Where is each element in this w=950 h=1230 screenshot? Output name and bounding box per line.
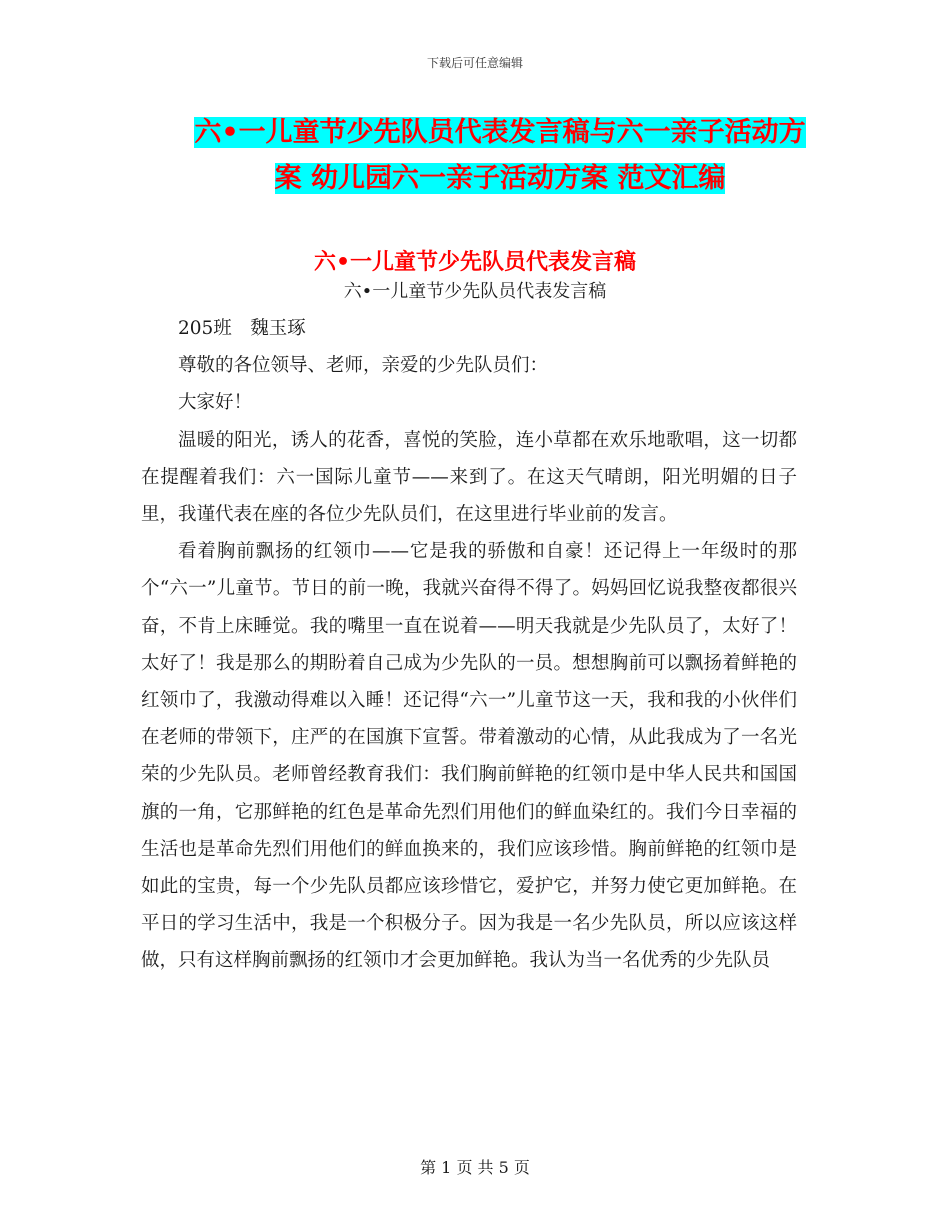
header-note: 下载后可任意编辑 — [426, 56, 523, 70]
body-paragraph: 看着胸前飘扬的红领巾——它是我的骄傲和自豪！还记得上一年级时的那个“六一”儿童节。节日的前一晚，我就兴奋得不得了。妈妈回忆说我整夜都很兴奋，不肯上床睡觉。我的嘴里一直在说着——明天我就是少先队员了，太好了！太好了！我是那么的期盼着自己成为少先队的一员。想想胸前可以飘扬着鲜艳的红领巾了，我激动得难以入睡！还记得“六一”儿童节这一天，我和我的小伙伴们在老师的带领下，庄严的在国旗下宣誓。带着激动的心情，从此我成为了一名光荣的少先队员。老师曾经教育我们：我们胸前鲜艳的红领巾是中华人民共和国国旗的一角，它那鲜艳的红色是革命先烈们用他们的鲜血染红的。我们今日幸福的生活也是革命先烈们用他们的鲜血换来的，我们应该珍惜。胸前鲜艳的红领巾是如此的宝贵，每一个少先队员都应该珍惜它，爱护它，并努力使它更加鲜艳。在平日的学习生活中，我是一个积极分子。因为我是一名少先队员，所以应该这样做，只有这样胸前飘扬的红领巾才会更加鲜艳。我认为当一名优秀的少先队员 — [141, 541, 797, 972]
document-title — [190, 110, 810, 202]
document-title-line-2: 案 幼儿园六一亲子活动方案 范文汇编 — [274, 163, 726, 194]
greeting: 大家好！ — [178, 392, 253, 414]
section-heading: 六•一儿童节少先队员代表发言稿 — [313, 250, 637, 275]
author-line: 205班 魏玉琢 — [178, 318, 306, 339]
body-paragraph: 温暖的阳光，诱人的花香，喜悦的笑脸，连小草都在欢乐地歌唱，这一切都在提醒着我们：六一国际儿童节——来到了。在这天气晴朗，阳光明媚的日子里，我谨代表在座的各位少先队员们，在这里进行毕业前的发言。 — [141, 429, 797, 526]
section-subheading: 六•一儿童节少先队员代表发言稿 — [343, 281, 607, 302]
document-title-line-1: 六•一儿童节少先队员代表发言稿与六一亲子活动方 — [194, 117, 806, 148]
salutation: 尊敬的各位领导、老师，亲爱的少先队员们： — [178, 355, 549, 377]
document-body — [141, 310, 797, 980]
page-footer: 第 1 页 共 5 页 — [420, 1158, 530, 1177]
